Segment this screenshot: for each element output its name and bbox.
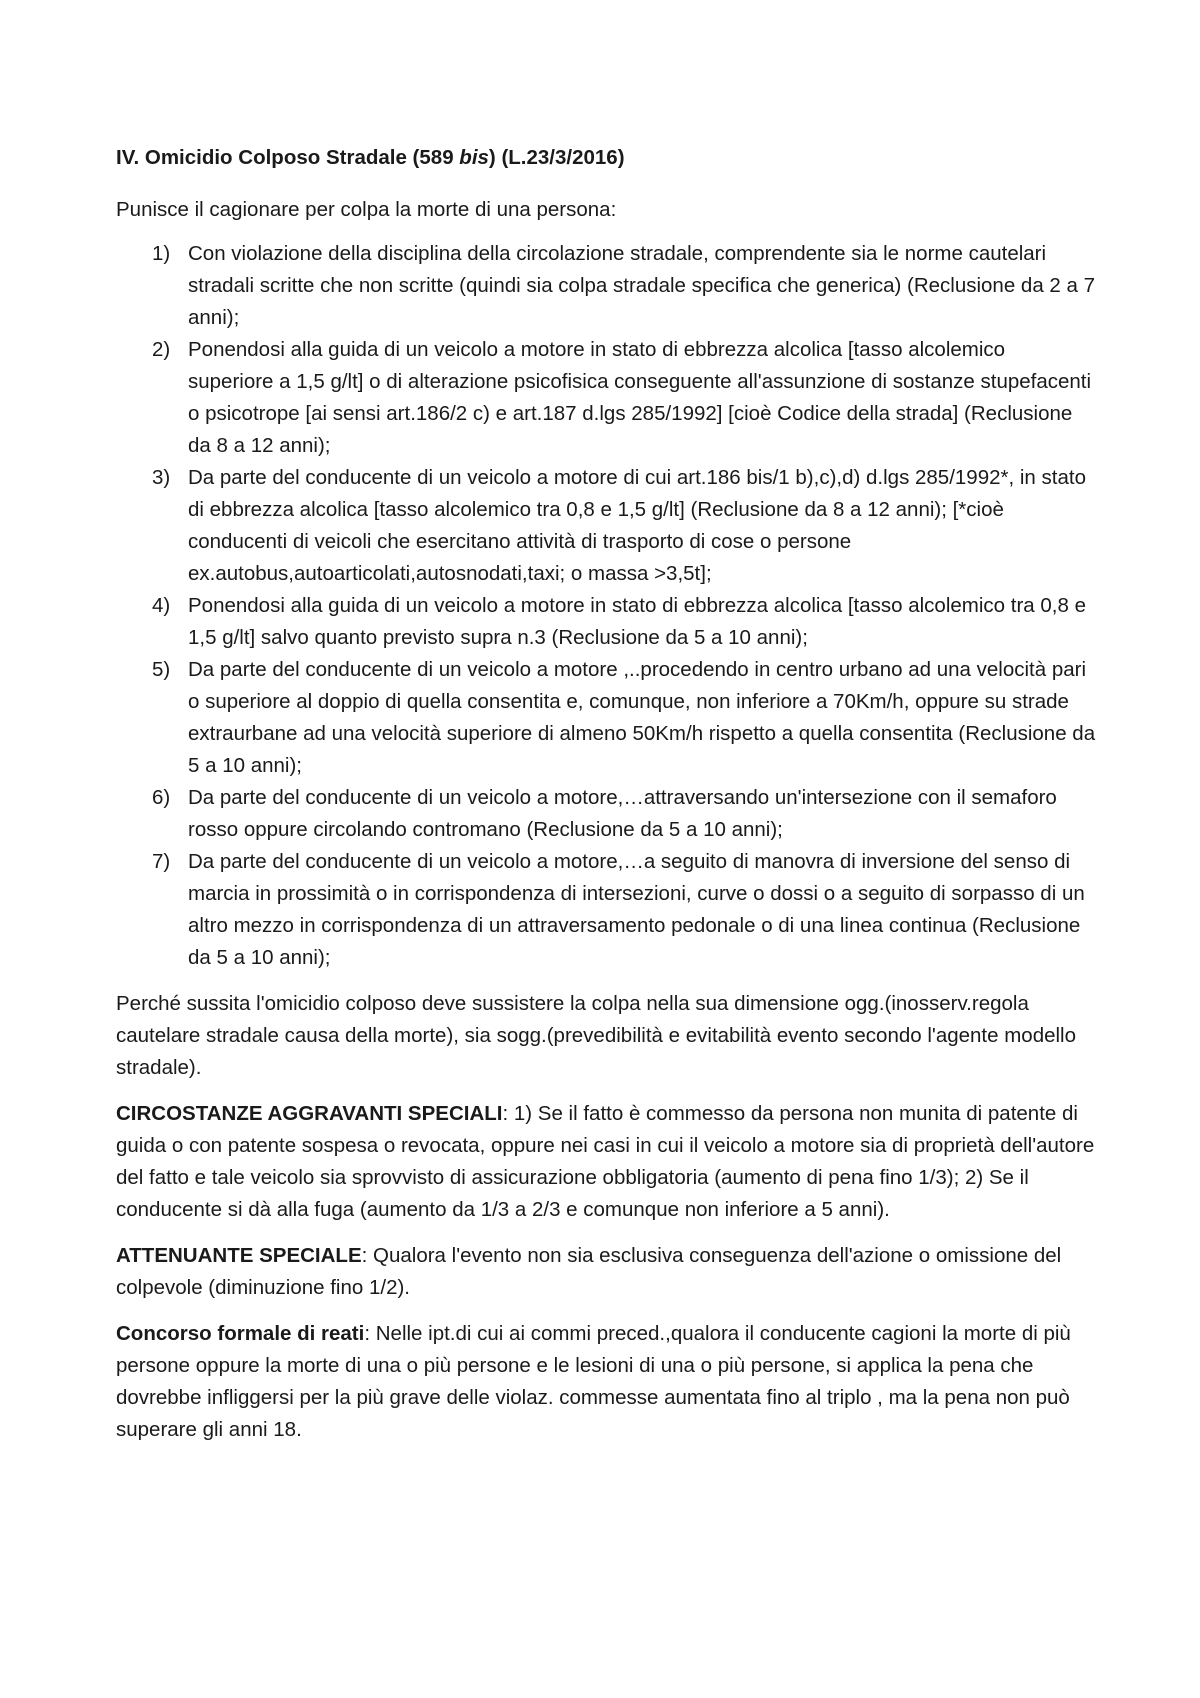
heading-part-2: ) (L.23/3/2016) — [488, 146, 625, 169]
list-item — [116, 238, 1096, 334]
aggravanti-paragraph — [116, 1098, 1096, 1226]
list-item-number: 3) — [152, 466, 171, 489]
offense-list — [116, 238, 1096, 974]
list-item — [116, 462, 1096, 590]
attenuante-text: : Qualora l'evento non sia esclusiva conseguenza dell'azione o omissione del colpevole (diminuzione fino 1/2). — [116, 1244, 1062, 1299]
list-item-text: Da parte del conducente di un veicolo a motore,…a seguito di manovra di inversione del senso di marcia in prossimità o in corrispondenza di intersezioni, curve o dossi o a seguito di sorpasso di un altro mezzo in corrispondenza di un attraversamento pedonale o di una linea continua (Reclusione da 5 a 10 anni); — [188, 850, 1085, 969]
list-item-text: Da parte del conducente di un veicolo a motore,…attraversando un'intersezione con il semaforo rosso oppure circolando contromano (Reclusione da 5 a 10 anni); — [188, 786, 1057, 841]
list-item-number: 4) — [152, 594, 171, 617]
document-page — [116, 142, 1096, 1460]
list-item-number: 2) — [152, 338, 171, 361]
list-item-text: Da parte del conducente di un veicolo a motore di cui art.186 bis/1 b),c),d) d.lgs 285/1992*, in stato di ebbrezza alcolica [tasso alcolemico tra 0,8 e 1,5 g/lt] (Reclusione da 8 a 12 anni); [*cioè conducenti di veicoli che esercitano attività di trasporto di cose o persone ex.autobus,autoarticolati,autosnodati,taxi; o massa >3,5t]; — [188, 466, 1086, 585]
list-item-text: Da parte del conducente di un veicolo a motore ,..procedendo in centro urbano ad una velocità pari o superiore al doppio di quella consentita e, comunque, non inferiore a 70Km/h, oppure su strade extraurbane ad una velocità superiore di almeno 50Km/h rispetto a quella consentita (Reclusione da 5 a 10 anni); — [188, 658, 1096, 777]
colpa-paragraph: Perché sussita l'omicidio colposo deve sussistere la colpa nella sua dimensione ogg.(inosserv.regola cautelare stradale causa della morte), sia sogg.(prevedibilità e evitabilità evento secondo l'agente modello stradale). — [116, 992, 1077, 1079]
attenuante-label: ATTENUANTE SPECIALE — [116, 1244, 362, 1267]
list-item-number: 7) — [152, 850, 171, 873]
list-item-number: 5) — [152, 658, 171, 681]
heading-italic: bis — [459, 146, 489, 169]
list-item — [116, 654, 1096, 782]
heading-part-1: IV. Omicidio Colposo Stradale (589 — [116, 146, 460, 169]
list-item-text: Con violazione della disciplina della circolazione stradale, comprendente sia le norme cautelari stradali scritte che non scritte (quindi sia colpa stradale specifica che generica) (Reclusione da 2 a 7 anni); — [188, 242, 1096, 329]
list-item-text: Ponendosi alla guida di un veicolo a motore in stato di ebbrezza alcolica [tasso alcolemico tra 0,8 e 1,5 g/lt] salvo quanto previsto supra n.3 (Reclusione da 5 a 10 anni); — [188, 594, 1086, 649]
section-heading — [116, 142, 1096, 174]
list-item — [116, 590, 1096, 654]
aggravanti-label: CIRCOSTANZE AGGRAVANTI SPECIALI — [116, 1102, 503, 1125]
concorso-label: Concorso formale di reati — [116, 1322, 365, 1345]
list-item-number: 6) — [152, 786, 171, 809]
list-item-number: 1) — [152, 242, 171, 265]
concorso-paragraph — [116, 1318, 1096, 1446]
list-item-text: Ponendosi alla guida di un veicolo a motore in stato di ebbrezza alcolica [tasso alcolemico superiore a 1,5 g/lt] o di alterazione psicofisica conseguente all'assunzione di sostanze stupefacenti o psicotrope [ai sensi art.186/2 c) e art.187 d.lgs 285/1992] [cioè Codice della strada] (Reclusione da 8 a 12 anni); — [188, 338, 1092, 457]
attenuante-paragraph — [116, 1240, 1096, 1304]
list-item — [116, 782, 1096, 846]
list-item — [116, 334, 1096, 462]
aggravanti-text: : 1) Se il fatto è commesso da persona non munita di patente di guida o con patente sospesa o revocata, oppure nei casi in cui il veicolo a motore sia di proprietà dell'autore del fatto e tale veicolo sia sprovvisto di assicurazione obbligatoria (aumento di pena fino 1/3); 2) Se il conducente si dà alla fuga (aumento da 1/3 a 2/3 e comunque non inferiore a 5 anni). — [116, 1102, 1095, 1221]
list-item — [116, 846, 1096, 974]
intro-paragraph: Punisce il cagionare per colpa la morte di una persona: — [116, 198, 617, 221]
concorso-text: : Nelle ipt.di cui ai commi preced.,qualora il conducente cagioni la morte di più persone oppure la morte di una o più persone e le lesioni di una o più persone, si applica la pena che dovrebbe infliggersi per la più grave delle violaz. commesse aumentata fino al triplo , ma la pena non può superare gli anni 18. — [116, 1322, 1071, 1441]
